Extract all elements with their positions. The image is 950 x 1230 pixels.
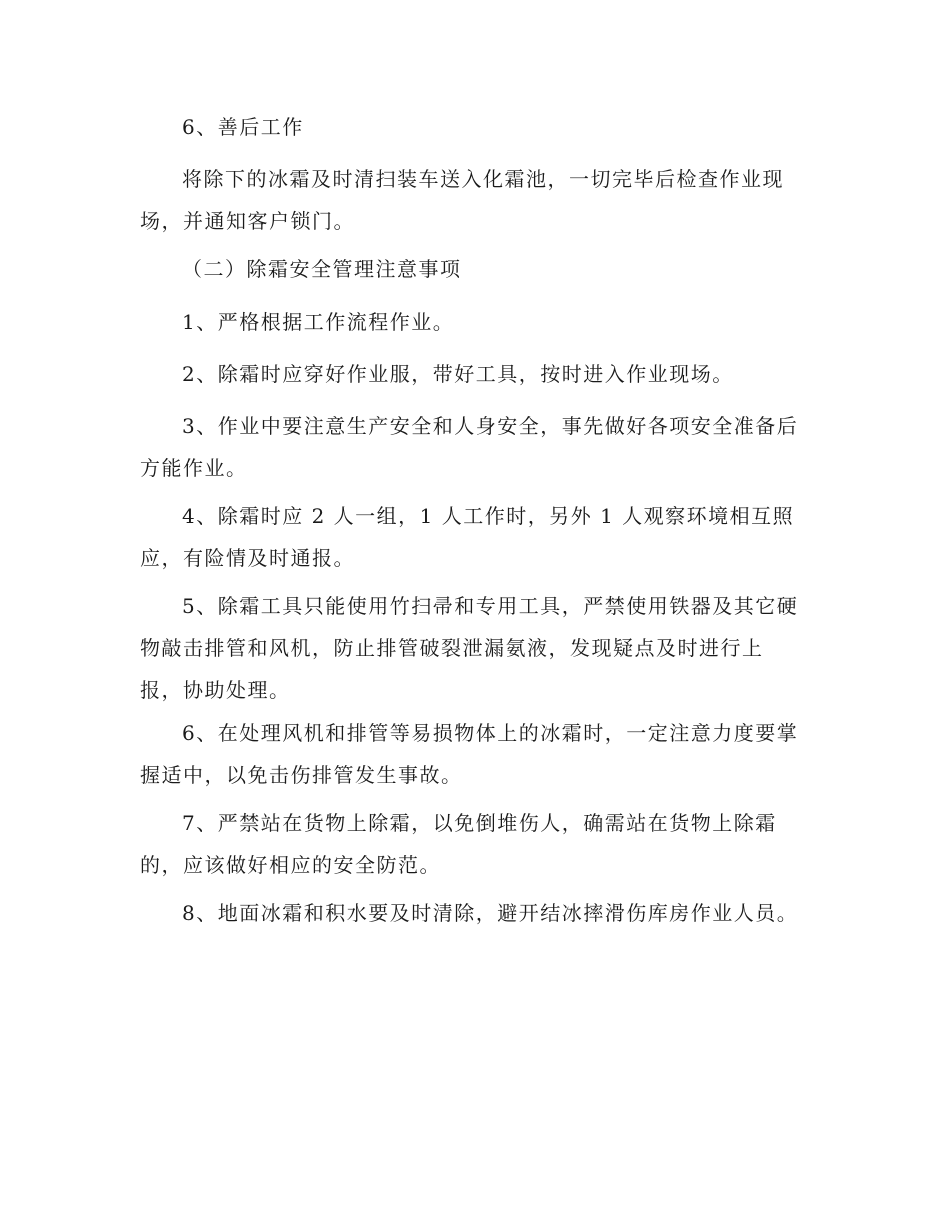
- section-heading-safety-notes: [140, 248, 812, 290]
- text-line: 6、善后工作: [182, 115, 304, 139]
- list-item-4: [140, 495, 812, 579]
- list-item-2: [140, 353, 812, 395]
- text-line: 场，并通知客户锁门。: [140, 209, 355, 233]
- text-line: 5、除霜工具只能使用竹扫帚和专用工具，严禁使用铁器及其它硬: [182, 594, 799, 618]
- text-line: 握适中，以免击伤排管发生事故。: [140, 763, 463, 787]
- text-line: 7、严禁站在货物上除霜，以免倒堆伤人，确需站在货物上除霜: [182, 811, 777, 835]
- text-line: 1、严格根据工作流程作业。: [182, 310, 455, 334]
- text-line: 应，有险情及时通报。: [140, 546, 355, 570]
- text-line: 将除下的冰霜及时清扫装车送入化霜池，一切完毕后检查作业现: [182, 167, 784, 191]
- text-line: 报，协助处理。: [140, 678, 291, 702]
- list-item-5: [140, 585, 812, 711]
- list-item-3: [140, 405, 812, 489]
- text-line: （二）除霜安全管理注意事项: [182, 257, 462, 281]
- text-line: 3、作业中要注意生产安全和人身安全，事先做好各项安全准备后: [182, 414, 799, 438]
- text-line: 4、除霜时应 2 人一组，1 人工作时，另外 1 人观察环境相互照: [182, 504, 795, 528]
- section-heading-aftercare: [140, 106, 812, 148]
- text-line: 物敲击排管和风机，防止排管破裂泄漏氨液，发现疑点及时进行上: [140, 636, 764, 660]
- text-line: 6、在处理风机和排管等易损物体上的冰霜时，一定注意力度要掌: [182, 721, 799, 745]
- text-line: 2、除霜时应穿好作业服，带好工具，按时进入作业现场。: [182, 362, 734, 386]
- list-item-1: [140, 301, 812, 343]
- list-item-8: [140, 892, 812, 934]
- text-line: 方能作业。: [140, 456, 248, 480]
- list-item-7: [140, 802, 812, 886]
- text-line: 8、地面冰霜和积水要及时清除，避开结冰摔滑伤库房作业人员。: [182, 901, 799, 925]
- paragraph-aftercare-body: [140, 158, 812, 242]
- list-item-6: [140, 712, 812, 796]
- text-line: 的，应该做好相应的安全防范。: [140, 853, 441, 877]
